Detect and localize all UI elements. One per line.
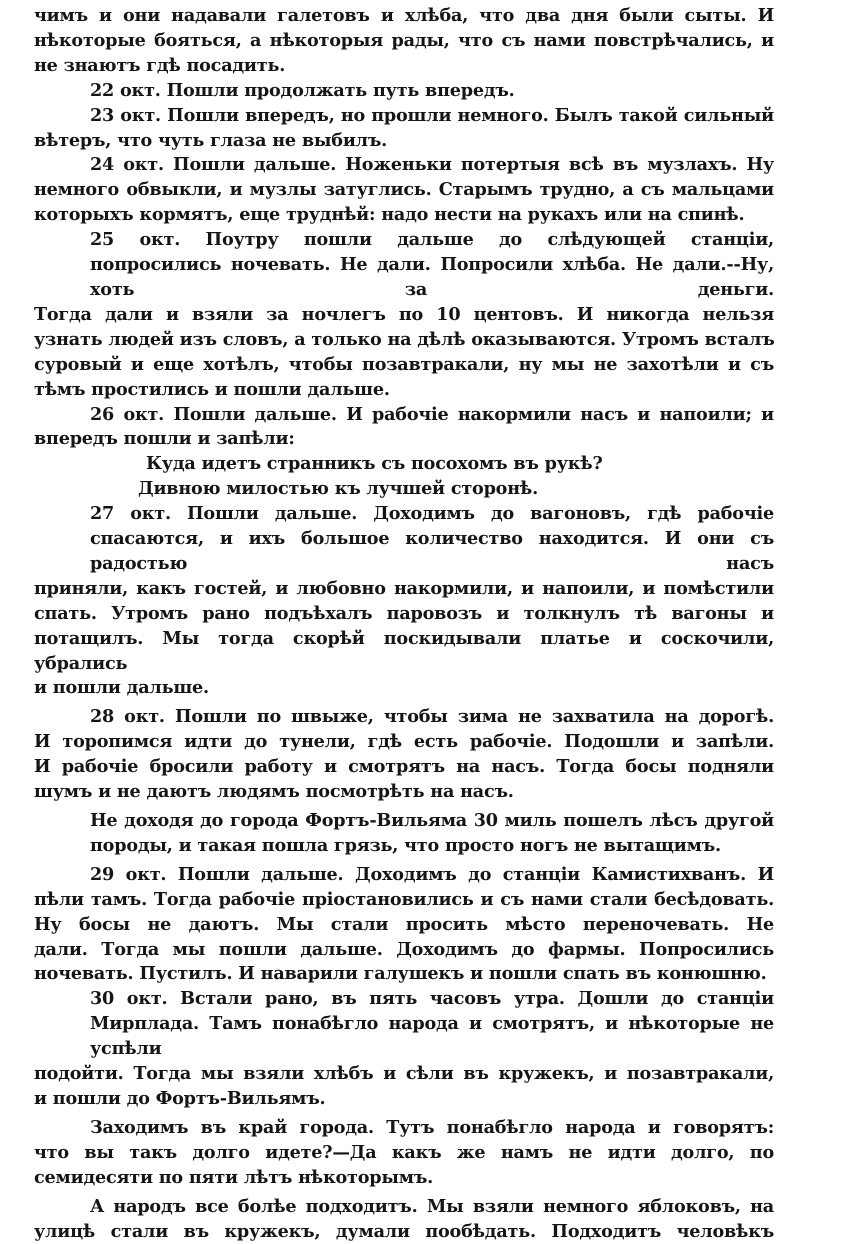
verse-line: Куда идетъ странникъ съ посохомъ въ рукѣ?	[34, 452, 774, 477]
text-line: 24 окт. Пошли дальше. Ноженьки потертыя всѣ въ музлахъ. Ну	[34, 153, 774, 178]
text-line: не знаютъ гдѣ посадить.	[34, 54, 774, 79]
text-line: суровый и еще хотѣлъ, чтобы позавтракали, ну мы не захотѣли и съ	[34, 353, 774, 378]
text-line: и пошли до Фортъ-Вильямъ.	[34, 1087, 774, 1112]
paragraph-people	[34, 1195, 774, 1244]
paragraph-fort-william	[34, 809, 774, 859]
text-line: Тогда дали и взяли за ночлегъ по 10 центовъ. И никогда нельзя	[34, 303, 774, 328]
text-line: 26 окт. Пошли дальше. И рабочіе накормили насъ и напоили; и	[34, 403, 774, 428]
paragraph-oct-24	[34, 153, 774, 228]
paragraph-oct-30	[34, 987, 774, 1112]
text-line: 22 окт. Пошли продолжать путь впередъ.	[34, 79, 774, 104]
text-line: спать. Утромъ рано подъѣхалъ паровозъ и толкнулъ тѣ вагоны и потащилъ. Мы тогда скорѣй поскидывали платье и соскочили, убрались	[34, 602, 774, 677]
text-line: что вы такъ долго идете?—Да какъ же намъ не идти долго, по семидесяти по пяти лѣтъ нѣкоторымъ.	[34, 1141, 774, 1191]
text-line: 25 окт. Поутру пошли дальше до слѣдующей станціи, попросились ночевать. Не дали. Попросили хлѣба. Не дали.--Ну, хоть за деньги.	[34, 228, 774, 303]
text-line: узнать людей изъ словъ, а только на дѣлѣ оказываются. Утромъ всталъ	[34, 328, 774, 353]
text-line: Не доходя до города Фортъ-Вильяма 30 миль пошелъ лѣсъ другой породы, и такая пошла грязь, что просто ногъ не вытащимъ.	[34, 809, 774, 859]
paragraph-oct-26	[34, 403, 774, 453]
text-line: нѣкоторые бояться, а нѣкоторыя рады, что съ нами повстрѣчались, и	[34, 29, 774, 54]
text-line: и пошли дальше.	[34, 676, 774, 701]
text-line: 27 окт. Пошли дальше. Доходимъ до вагоновъ, гдѣ рабочіе спасаются, и ихъ большое количество находится. И они съ радостью насъ	[34, 502, 774, 577]
text-line: впередъ пошли и запѣли:	[34, 427, 774, 452]
text-line: улицѣ стали въ кружекъ, думали пообѣдать. Подходитъ человѣкъ	[34, 1220, 774, 1244]
verse-line: Дивною милостью къ лучшей сторонѣ.	[34, 477, 774, 502]
text-line: А народъ все болѣе подходитъ. Мы взяли немного яблоковъ, на	[34, 1195, 774, 1220]
paragraph-oct-22	[34, 79, 774, 104]
text-line: подойти. Тогда мы взяли хлѣбъ и сѣли въ кружекъ, и позавтракали,	[34, 1062, 774, 1087]
text-line: 30 окт. Встали рано, въ пять часовъ утра. Дошли до станціи Мирплада. Тамъ понабѣгло народа и смотрятъ, и нѣкоторые не успѣли	[34, 987, 774, 1062]
text-line: дали. Тогда мы пошли дальше. Доходимъ до фармы. Попросились ночевать. Пустилъ. И наварили галушекъ и пошли спать въ конюшню.	[34, 938, 774, 988]
text-line: 28 окт. Пошли по швыже, чтобы зима не захватила на дорогѣ.	[34, 705, 774, 730]
text-line: И торопимся идти до тунели, гдѣ есть рабочіе. Подошли и запѣли.	[34, 730, 774, 755]
song-verse	[34, 452, 774, 502]
paragraph-oct-27	[34, 502, 774, 701]
paragraph-oct-25	[34, 228, 774, 402]
text-line: тѣмъ простились и пошли дальше.	[34, 378, 774, 403]
text-line: немного обвыкли, и музлы затуглись. Старымъ трудно, а съ мальцами	[34, 178, 774, 203]
text-line: чимъ и они надавали галетовъ и хлѣба, что два дня были сыты. И	[34, 4, 774, 29]
paragraph-city	[34, 1116, 774, 1191]
text-line: шумъ и не даютъ людямъ посмотрѣть на насъ.	[34, 780, 774, 805]
text-line: И рабочіе бросили работу и смотрятъ на насъ. Тогда босы подняли	[34, 755, 774, 780]
paragraph	[34, 4, 774, 79]
paragraph-oct-29	[34, 863, 774, 988]
paragraph-oct-23	[34, 104, 774, 154]
text-line: которыхъ кормятъ, еще труднѣй: надо нести на рукахъ или на спинѣ.	[34, 203, 774, 228]
paragraph-oct-28	[34, 705, 774, 805]
book-page	[34, 4, 774, 1218]
text-line: 23 окт. Пошли впередъ, но прошли немного. Былъ такой сильный	[34, 104, 774, 129]
text-line: 29 окт. Пошли дальше. Доходимъ до станціи Камистихванъ. И	[34, 863, 774, 888]
text-line: вѣтеръ, что чуть глаза не выбилъ.	[34, 129, 774, 154]
text-line: приняли, какъ гостей, и любовно накормили, и напоили, и помѣстили	[34, 577, 774, 602]
text-line: пѣли тамъ. Тогда рабочіе пріостановились и съ нами стали бесѣдовать. Ну босы не даютъ. Мы стали просить мѣсто переночевать. Не	[34, 888, 774, 938]
text-line: Заходимъ въ край города. Тутъ понабѣгло народа и говорятъ:	[34, 1116, 774, 1141]
